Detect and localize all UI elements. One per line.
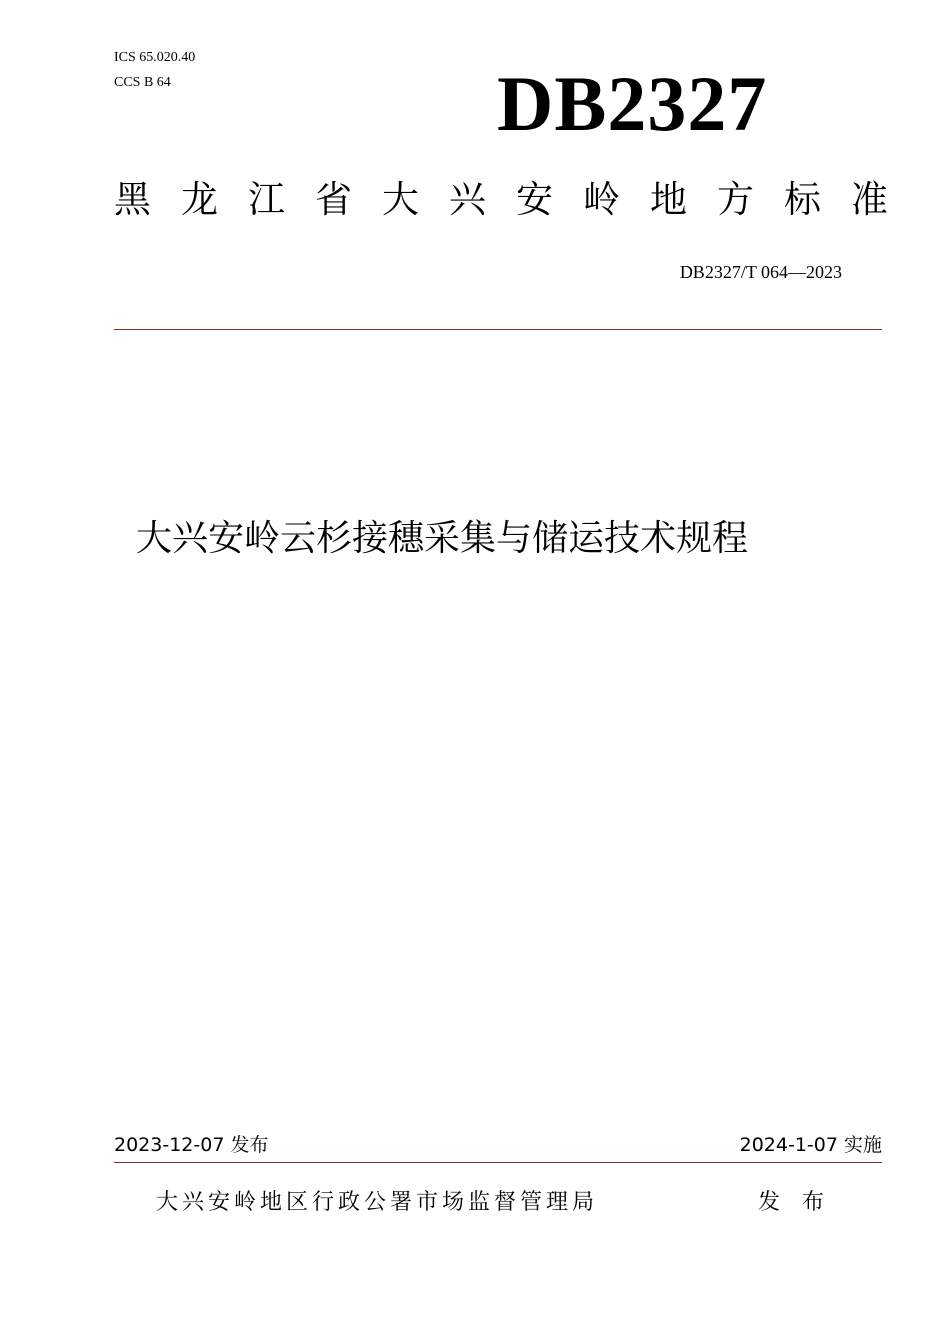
ccs-code: CCS B 64 bbox=[114, 75, 171, 90]
standard-number: DB2327/T 064—2023 bbox=[679, 262, 842, 282]
standard-category-name: 黑龙江省大兴安岭地方标准 bbox=[114, 178, 918, 221]
issuing-action: 发布 bbox=[758, 1190, 847, 1215]
publish-date: 2023-12-07 发布 bbox=[114, 1134, 269, 1156]
header-divider bbox=[114, 329, 882, 330]
issuing-authority: 大兴安岭地区行政公署市场监督管理局 bbox=[156, 1190, 599, 1215]
standard-code: DB2327 bbox=[497, 60, 768, 147]
ics-code: ICS 65.020.40 bbox=[114, 50, 196, 65]
footer-divider bbox=[114, 1162, 882, 1163]
document-title: 大兴安岭云杉接穗采集与储运技术规程 bbox=[136, 518, 749, 559]
implement-date: 2024-1-07 实施 bbox=[739, 1134, 882, 1156]
